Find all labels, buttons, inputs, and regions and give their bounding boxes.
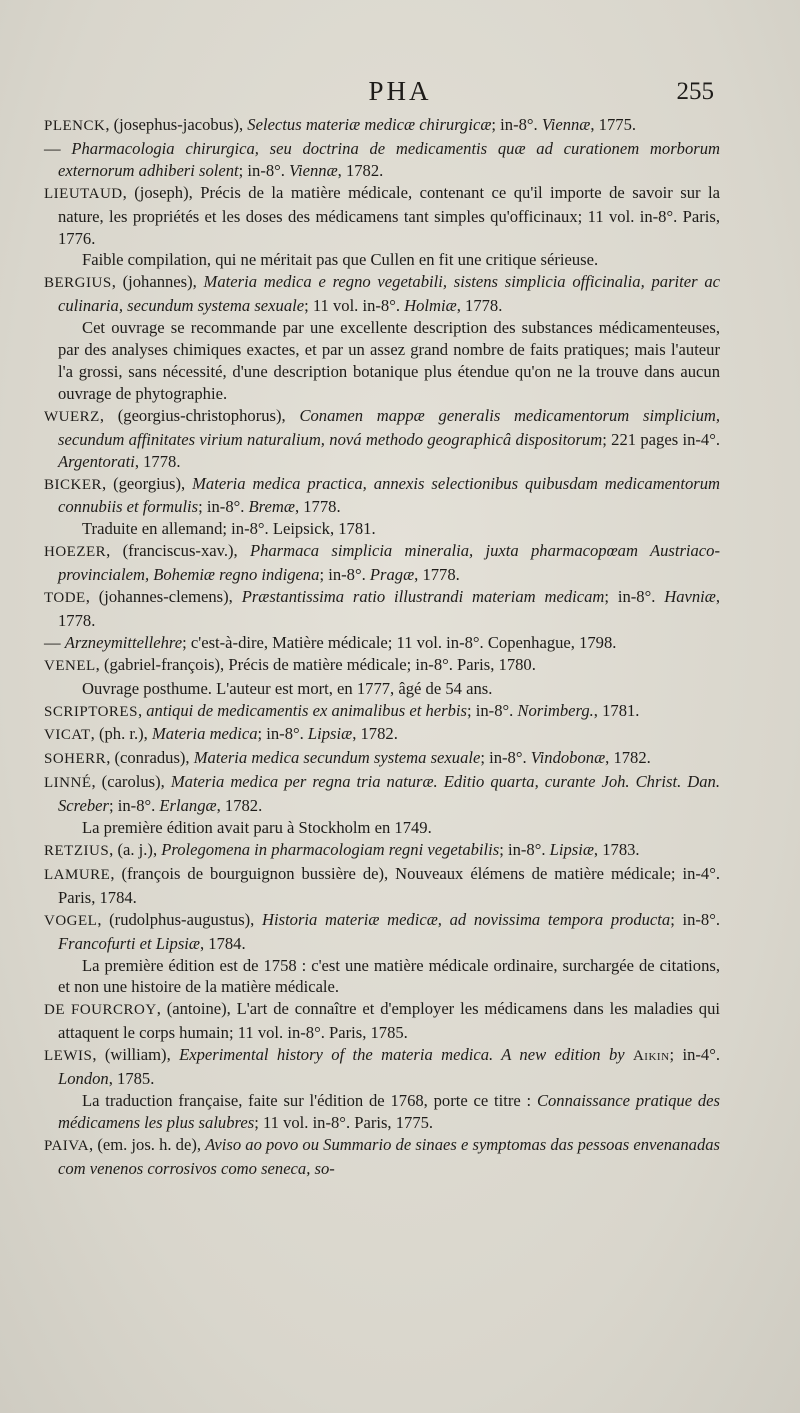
work-title: Pharmaca simplicia mineralia, juxta pharmacopœam Austriaco-provincialem, Bohemiæ regno indigena: [58, 541, 720, 585]
work-title: Experimental history of the materia medica. A new edition by: [179, 1045, 625, 1065]
work-title: Vindobonæ: [530, 748, 606, 768]
author-name: PLENCK: [44, 118, 106, 134]
entry-text: , (georgius),: [102, 473, 193, 493]
entry-text: ; c'est-à-dire, Matière médicale; 11 vol. in-8°. Copenhague, 1798.: [182, 632, 617, 652]
bibliography-entry: [44, 771, 720, 817]
work-title: Norimberg.: [517, 700, 594, 720]
author-name: LEWIS: [44, 1048, 93, 1065]
entry-text: , (william),: [92, 1045, 180, 1065]
author-name: VOGEL: [44, 912, 98, 929]
author-name: VENEL: [44, 657, 96, 674]
entry-text: —: [44, 632, 65, 652]
entry-text: ; in-8°.: [467, 700, 518, 720]
entry-text: ; in-8°.: [198, 497, 249, 517]
entry-text: Cet ouvrage se recommande par une excellente description des substances médicamenteuses, par des analyses chimiques exactes, et par un assez grand nombre de faits pratiques; mais l'auteur l'a grossi, sans nécessité, d'une description botanique plus étendue qu'on ne la trouve dans aucun ouvrage de phytographie.: [58, 318, 720, 403]
entry-text: , (ph. r.),: [90, 724, 152, 744]
work-title: Francofurti et Lipsiæ: [58, 933, 200, 953]
entry-text: Ouvrage posthume. L'auteur est mort, en 1777, âgé de 54 ans.: [82, 678, 493, 698]
entry-text: , (carolus),: [91, 772, 171, 792]
work-title: Viennæ: [289, 160, 338, 180]
bibliography-entry: [44, 405, 720, 473]
entry-text: Traduite en allemand; in-8°. Leipsick, 1781.: [82, 519, 376, 539]
entry-text: , (a. j.),: [109, 840, 162, 859]
work-title: antiqui de medicamentis ex animalibus et herbis: [146, 700, 467, 720]
entry-text: , (franciscus-xav.),: [106, 541, 250, 561]
entry-text: , 1783.: [593, 840, 640, 859]
entry-text: ; 11 vol. in-8°.: [304, 296, 405, 316]
work-title: Arzneymittellehre: [64, 632, 183, 652]
work-title: Erlangæ: [159, 796, 217, 816]
bibliography-entry: [44, 138, 720, 182]
entry-text: , 1778.: [456, 296, 503, 316]
work-title: Præstantissima ratio illustrandi materiam medicam: [241, 587, 605, 607]
bibliography-entry: [44, 473, 720, 519]
author-name: LIEUTAUD: [44, 185, 123, 202]
author-name: SCRIPTORES: [44, 703, 138, 720]
entry-text: , (em. jos. h. de),: [89, 1134, 206, 1154]
work-title: Holmiæ: [404, 296, 457, 316]
entry-text: La première édition avait paru à Stockholm en 1749.: [82, 818, 432, 838]
author-name: DE FOURCROY: [44, 1002, 157, 1019]
entry-text: , 1778.: [294, 497, 341, 517]
author-name: BICKER: [44, 476, 103, 493]
bibliography-entry: [44, 182, 720, 250]
running-title: PHA: [368, 76, 432, 106]
page-header: [0, 76, 800, 110]
bibliography-entry: [44, 723, 720, 747]
work-title: Bremæ: [248, 497, 295, 517]
author-name: SOHERR: [44, 751, 107, 768]
bibliography-entry: [44, 1134, 720, 1180]
work-title: Historia materiæ medicæ, ad novissima tempora producta: [262, 909, 671, 929]
work-title: Prolegomena in pharmacologiam regni vegetabilis: [161, 840, 500, 859]
page-number: 255: [676, 78, 714, 105]
author-name: HOEZER: [44, 544, 107, 561]
work-title: Havniæ: [664, 587, 716, 607]
bibliography-entry: [44, 271, 720, 317]
author-name: Aikin: [632, 1048, 670, 1065]
entry-text: , 1782.: [352, 724, 398, 744]
entry-text: La première édition est de 1758 : c'est une matière médicale ordinaire, surchargée de citations, et non une histoire de la matière médicale.: [58, 955, 720, 997]
entry-text: ; in-8°.: [319, 565, 370, 585]
work-title: Materia medica: [151, 724, 258, 744]
work-title: Conamen mappæ generalis medicamentorum simplicium, secundum affinitates virium naturalium, nová methodo geographicâ dispositorum: [58, 405, 721, 449]
entry-text: ; in-8°.: [670, 909, 721, 929]
work-title: Aviso ao povo ou Summario de sinaes e symptomas das pessoas envenanadas com venenos corrosivos como seneca, so-: [58, 1134, 720, 1178]
entry-text: , 1782.: [216, 796, 263, 816]
entry-text: ; 11 vol. in-8°. Paris, 1775.: [254, 1112, 434, 1132]
work-title: Pragæ: [369, 565, 415, 585]
bibliography-entry: [44, 540, 720, 586]
work-title: Pharmacologia chirurgica, seu doctrina de medicamentis quæ ad curationem morborum externorum adhiberi solent: [58, 138, 720, 180]
entry-text: , (georgius-christophorus),: [99, 405, 300, 425]
author-name: VICAT: [44, 727, 91, 744]
bibliography-entry: [44, 839, 720, 863]
bibliography-entry: [44, 632, 720, 654]
work-title: Materia medica per regna tria naturæ. Editio quarta, curante Joh. Christ. Dan. Screber: [58, 772, 720, 816]
entry-note: [44, 955, 720, 999]
entry-text: , (joseph), Précis de la matière médicale, contenant ce qu'il importe de savoir sur la nature, les propriétés et les doses des médicamens tant simples qu'officinaux; 11 vol. in-8°. Paris, 1776.: [58, 182, 720, 248]
entry-note: [44, 249, 720, 271]
work-title: Connaissance pratique des médicamens les plus salubres: [58, 1090, 720, 1132]
entry-text: , 1785.: [108, 1069, 155, 1089]
entry-text: , 1782.: [337, 160, 384, 180]
work-title: Selectus materiæ medicæ chirurgicæ: [247, 115, 492, 134]
author-name: PAIVA: [44, 1137, 90, 1154]
entry-text: , 1782.: [605, 748, 651, 768]
entry-text: —: [44, 138, 72, 158]
author-name: LINNÉ: [44, 775, 92, 792]
entry-text: , (conradus),: [106, 748, 194, 768]
entry-text: , 1775.: [590, 115, 637, 134]
entry-text: , 1778.: [414, 565, 460, 585]
work-title: London: [58, 1069, 109, 1089]
work-title: Lipsiæ: [549, 840, 594, 859]
entry-text: , (johannes),: [111, 272, 204, 292]
bibliography-entry: [44, 586, 720, 632]
entry-text: ; in-8°.: [604, 587, 665, 607]
entry-text: , 1781.: [593, 700, 640, 720]
entry-text: , (françois de bourguignon bussière de), Nouveaux élémens de matière médicale; in-4°. Paris, 1784.: [58, 863, 720, 907]
bibliography-entry: [44, 863, 720, 909]
entry-text: , 1778.: [58, 587, 721, 630]
work-title: Lipsiæ: [307, 724, 353, 744]
entry-text: ; 221 pages in-4°.: [602, 429, 720, 449]
bibliography-entry: [44, 1044, 720, 1090]
entry-note: [44, 1090, 720, 1134]
entry-note: [44, 317, 720, 405]
entry-text: , 1778.: [134, 451, 181, 471]
entry-text: ; in-8°.: [499, 840, 550, 859]
author-name: WUERZ: [44, 408, 100, 425]
bibliography-entry: [44, 909, 720, 955]
work-title: Viennæ: [541, 115, 591, 134]
work-title: Argentorati: [58, 451, 135, 471]
entry-text: , 1784.: [199, 933, 246, 953]
bibliography-entry: [44, 700, 720, 724]
entry-text: ; in-8°.: [480, 748, 531, 768]
work-title: Materia medica practica, annexis selectionibus quibusdam medicamentorum connubiis et formulis: [58, 473, 720, 517]
bibliography-entry: [44, 654, 720, 678]
entry-text: , (antoine), L'art de connaître et d'employer les médicamens dans les maladies qui attaquent le corps humain; 11 vol. in-8°. Paris, 1785.: [58, 999, 720, 1043]
bibliography-entry: [44, 747, 720, 771]
entry-text: , (rudolphus-augustus),: [97, 909, 263, 929]
bibliography-text: [44, 114, 720, 1180]
entry-text: ; in-8°.: [491, 115, 542, 134]
entry-text: , (gabriel-françois), Précis de matière médicale; in-8°. Paris, 1780.: [95, 654, 536, 674]
work-title: Materia medica secundum systema sexuale: [193, 748, 481, 768]
entry-text: ; in-8°.: [109, 796, 160, 816]
author-name: BERGIUS: [44, 275, 112, 292]
entry-text: ; in-8°.: [238, 160, 290, 180]
entry-text: , (johannes-clemens),: [85, 587, 242, 607]
entry-text: ; in-8°.: [257, 724, 308, 744]
entry-text: [625, 1045, 633, 1064]
author-name: TODE: [44, 590, 86, 607]
entry-text: La traduction française, faite sur l'édition de 1768, porte ce titre :: [82, 1090, 537, 1110]
bibliography-entry: [44, 114, 720, 138]
author-name: RETZIUS: [44, 843, 110, 859]
work-title: Materia medica e regno vegetabili, sistens simplicia officinalia, pariter ac culinaria, secundum systema sexuale: [58, 272, 720, 316]
author-name: LAMURE: [44, 866, 111, 883]
entry-note: [44, 518, 720, 540]
entry-note: [44, 817, 720, 839]
entry-text: ,: [137, 700, 147, 720]
entry-text: Faible compilation, qui ne méritait pas que Cullen en fit une critique sérieuse.: [82, 250, 599, 270]
entry-text: ; in-4°.: [669, 1045, 720, 1065]
entry-note: [44, 678, 720, 700]
entry-text: , (josephus-jacobus),: [105, 115, 248, 134]
bibliography-entry: [44, 998, 720, 1044]
